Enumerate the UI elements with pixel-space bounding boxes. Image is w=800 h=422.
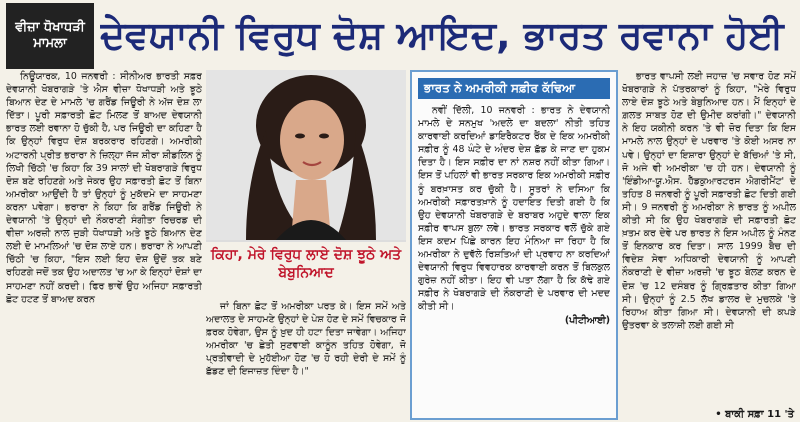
sidebar-box-title: ਭਾਰਤ ਨੇ ਅਮਰੀਕੀ ਸਫ਼ੀਰ ਕੱਢਿਆ bbox=[418, 78, 610, 99]
article-column-2-text: ਜਾਂ ਬਿਨਾ ਛੋਟ ਤੋਂ ਅਮਰੀਕਾ ਪਰਤ ਕੇ। ਇਸ ਸਮੇਂ ਅਤੇ ਅਦਾਲਤ ਦੇ ਸਾਹਮਣੇ ਉਨ੍ਹਾਂ ਦੇ ਪੇਸ਼ ਹੋਣ ਦੇ ਸਮੇਂ ਵਿਚਕਾਰ ਜੋ ਫ਼ਰਕ ਹੋਵੇਗਾ, ਉਸ ਨੂੰ ਖ਼ੁਦ ਹੀ ਹਟਾ ਦਿਤਾ ਜਾਵੇਗਾ। ਅਜਿਹਾ ਅਮਰੀਕਾ 'ਚ ਛੇਤੀ ਸੁਣਵਾਈ ਕਾਨੂੰਨ ਤਹਿਤ ਹੋਵੇਗਾ, ਜੋ ਪ੍ਰਤੀਵਾਦੀ ਦੇ ਮੁਹੱਈਆ ਹੋਣ 'ਚ ਹੋ ਰਹੀ ਦੇਰੀ ਦੇ ਸਮੇਂ ਨੂੰ ਛੱਡਣ ਦੀ ਇਜਾਜ਼ਤ ਦਿੰਦਾ ਹੈ।" bbox=[206, 301, 406, 378]
article-column-1-text: ਨਿਊਯਾਰਕ, 10 ਜਨਵਰੀ : ਸੀਨੀਅਰ ਭਾਰਤੀ ਸਫ਼ਰ ਦੇਵਯਾਨੀ ਖੋਬਰਾਗੜੇ 'ਤੇ ਐਸ ਵੀਜ਼ਾ ਧੋਖਾਧੜੀ ਅਤੇ ਝੂਠੇ ਬਿਆਨ ਦੇਣ ਦੇ ਮਾਮਲੇ 'ਚ ਗਰੈਂਡ ਜਿਊਰੀ ਨੇ ਅੱਜ ਦੋਸ਼ ਲਾ ਦਿੱਤਾ। ਪੂਰੀ ਸਫ਼ਾਰਤੀ ਛੋਟ ਮਿਲਣ ਤੋਂ ਬਾਅਦ ਦੇਵਯਾਨੀ ਭਾਰਤ ਲਈ ਰਵਾਨਾ ਹੋ ਚੁੱਕੀ ਹੈ, ਪਰ ਜਿਊਰੀ ਦਾ ਕਹਿਣਾ ਹੈ ਕਿ ਉਨ੍ਹਾਂ ਵਿਰੁਧ ਦੋਸ਼ ਬਰਕਰਾਰ ਰਹਿਣਗੇ। ਅਮਰੀਕੀ ਅਟਾਰਨੀ ਪ੍ਰੀਤ ਭਰਾਰਾ ਨੇ ਜ਼ਿਲ੍ਹਾ ਜੱਜ ਸ਼ੀਰਾ ਸ਼ੀਡਲਿਨ ਨੂੰ ਲਿਖੀ ਚਿੱਠੀ 'ਚ ਕਿਹਾ ਕਿ 39 ਸਾਲਾਂ ਦੀ ਖੋਬਰਾਗੜੇ ਵਿਰੁਧ ਦੋਸ਼ ਬਣੇ ਰਹਿਣਗੇ ਅਤੇ ਜੇਕਰ ਉਹ ਸਫ਼ਾਰਤੀ ਛੋਟ ਤੋਂ ਬਿਨਾ ਅਮਰੀਕਾ ਆਉਂਦੀ ਹੈ ਤਾਂ ਉਨ੍ਹਾਂ ਨੂੰ ਮੁਕੱਦਮੇ ਦਾ ਸਾਹਮਣਾ ਕਰਨਾ ਪਵੇਗਾ। ਭਰਾਰਾ ਨੇ ਕਿਹਾ ਕਿ ਗਰੈਂਡ ਜਿਊਰੀ ਨੇ ਦੇਵਯਾਨੀ 'ਤੇ ਉਨ੍ਹਾਂ ਦੀ ਨੌਕਰਾਣੀ ਸੰਗੀਤਾ ਰਿਚਰਡ ਦੀ ਵੀਜ਼ਾ ਅਰਜ਼ੀ ਨਾਲ ਜੁੜੀ ਧੋਖਾਧੜੀ ਅਤੇ ਝੂਠੇ ਬਿਆਨ ਦੇਣ ਲਈ ਦੋ ਮਾਮਲਿਆਂ 'ਚ ਦੋਸ਼ ਲਾਏ ਹਨ। ਭਰਾਰਾ ਨੇ ਆਪਣੀ ਚਿੱਠੀ 'ਚ ਕਿਹਾ, "ਇਸ ਲਈ ਇਹ ਦੋਸ਼ ਉਦੋਂ ਤਕ ਬਣੇ ਰਹਿਣਗੇ ਜਦੋਂ ਤਕ ਉਹ ਅਦਾਲਤ 'ਚ ਆ ਕੇ ਇਨ੍ਹਾਂ ਦੋਸ਼ਾਂ ਦਾ ਸਾਹਮਣਾ ਨਹੀਂ ਕਰਦੀ। ਫਿਰ ਭਾਵੇਂ ਉਹ ਅਜਿਹਾ ਸਫ਼ਾਰਤੀ ਛੋਟ ਹਟਣ ਤੋਂ ਬਾਅਦ ਕਰਨ bbox=[6, 71, 202, 305]
sidebar-credit: (ਪੀਟੀਆਈ) bbox=[564, 314, 610, 326]
continued-note: • ਬਾਕੀ ਸਫ਼ਾ 11 'ਤੇ bbox=[715, 409, 794, 420]
photo-caption: ਕਿਹਾ, ਮੇਰੇ ਵਿਰੁਧ ਲਾਏ ਦੋਸ਼ ਝੂਠੇ ਅਤੇ ਬੇਬੁਨਿਆਦ bbox=[206, 240, 406, 298]
headline: ਦੇਵਯਾਨੀ ਵਿਰੁਧ ਦੋਸ਼ ਆਇਦ, ਭਾਰਤ ਰਵਾਨਾ ਹੋਈ bbox=[100, 13, 784, 57]
portrait-image bbox=[206, 70, 406, 240]
photo bbox=[206, 70, 406, 240]
article-column-3-text: ਭਾਰਤ ਵਾਪਸੀ ਲਈ ਜਹਾਜ਼ 'ਚ ਸਵਾਰ ਹੋਣ ਸਮੇਂ ਖੋਬਰਾਗੜੇ ਨੇ ਪੱਤਰਕਾਰਾਂ ਨੂੰ ਕਿਹਾ, "ਮੇਰੇ ਵਿਰੁਧ ਲਾਏ ਦੋਸ਼ ਝੂਠੇ ਅਤੇ ਬੇਬੁਨਿਆਦ ਹਨ। ਮੈਂ ਇਨ੍ਹਾਂ ਦੇ ਗ਼ਲਤ ਸਾਬਤ ਹੋਣ ਦੀ ਉਮੀਦ ਕਰਾਂਗੀ।" ਦੇਵਯਾਨੀ ਨੇ ਇਹ ਯਕੀਨੀ ਕਰਨ 'ਤੇ ਵੀ ਜ਼ੋਰ ਦਿਤਾ ਕਿ ਇਸ ਮਾਮਲੇ ਨਾਲ ਉਨ੍ਹਾਂ ਦੇ ਪਰਵਾਰ 'ਤੇ ਕੋਈ ਅਸਰ ਨਾ ਪਵੇ। ਉਨ੍ਹਾਂ ਦਾ ਇਸ਼ਾਰਾ ਉਨ੍ਹਾਂ ਦੇ ਬੱਚਿਆਂ 'ਤੇ ਸੀ, ਜੋ ਅਜੇ ਵੀ ਅਮਰੀਕਾ 'ਚ ਹੀ ਹਨ। ਦੇਵਯਾਨੀ ਨੂੰ 'ਇੰਡੀਆ-ਯੂ.ਐਸ. ਹੈੱਡਕੁਆਰਟਰਸ ਐਗਰੀਮੈਂਟ' ਦੇ ਤਹਿਤ 8 ਜਨਵਰੀ ਨੂੰ ਪੂਰੀ ਸਫ਼ਾਰਤੀ ਛੋਟ ਦਿਤੀ ਗਈ ਸੀ। 9 ਜਨਵਰੀ ਨੂੰ ਅਮਰੀਕਾ ਨੇ ਭਾਰਤ ਨੂੰ ਅਪੀਲ ਕੀਤੀ ਸੀ ਕਿ ਉਹ ਖੋਬਰਾਗੜੇ ਦੀ ਸਫ਼ਾਰਤੀ ਛੋਟ ਖ਼ਤਮ ਕਰ ਦੇਵੇ ਪਰ ਭਾਰਤ ਨੇ ਇਸ ਅਪੀਲ ਨੂੰ ਮੰਨਣ ਤੋਂ ਇਨਕਾਰ ਕਰ ਦਿਤਾ। ਸਾਲ 1999 ਬੈਚ ਦੀ ਵਿਦੇਸ਼ ਸੇਵਾ ਅਧਿਕਾਰੀ ਦੇਵਯਾਨੀ ਨੂੰ ਆਪਣੀ ਨੌਕਰਾਣੀ ਦੇ ਵੀਜ਼ਾ ਅਰਜ਼ੀ 'ਚ ਝੂਠ ਬੋਲਣ ਕਰਨ ਦੇ ਦੋਸ਼ 'ਚ 12 ਦਸੰਬਰ ਨੂੰ ਗ੍ਰਿਫ਼ਤਾਰ ਕੀਤਾ ਗਿਆ ਸੀ। ਉਨ੍ਹਾਂ ਨੂੰ 2.5 ਲੱਖ ਡਾਲਰ ਦੇ ਮੁਚਲਕੇ 'ਤੇ ਰਿਹਾਅ ਕੀਤਾ ਗਿਆ ਸੀ। ਦੇਵਯਾਨੀ ਦੀ ਕਪੜੇ ਉਤਰਵਾ ਕੇ ਤਲਾਸ਼ੀ ਲਈ ਗਈ ਸੀ bbox=[622, 71, 796, 331]
section-tag-text: ਵੀਜ਼ਾ ਧੋਖਾਧੜੀ ਮਾਮਲਾ bbox=[15, 20, 85, 51]
article-column-1 bbox=[6, 70, 202, 420]
section-tag bbox=[6, 3, 94, 69]
article-column-3 bbox=[622, 70, 796, 420]
sidebar-box bbox=[410, 70, 618, 420]
sidebar-box-text: ਨਵੀਂ ਦਿੱਲੀ, 10 ਜਨਵਰੀ : ਭਾਰਤ ਨੇ ਦੇਵਯਾਨੀ ਮਾਮਲੇ ਦੇ ਸਨਮੁਖ 'ਅਦਲੇ ਦਾ ਬਦਲਾ' ਨੀਤੀ ਤਹਿਤ ਕਾਰਵਾਈ ਕਰਦਿਆਂ ਡਾਇਰੈਕਟਰ ਰੈਂਕ ਦੇ ਇਕ ਅਮਰੀਕੀ ਸਫ਼ੀਰ ਨੂੰ 48 ਘੰਟੇ ਦੇ ਅੰਦਰ ਦੇਸ਼ ਛੱਡ ਕੇ ਜਾਣ ਦਾ ਹੁਕਮ ਦਿਤਾ ਹੈ। ਇਸ ਸਫ਼ੀਰ ਦਾ ਨਾਂ ਨਸ਼ਰ ਨਹੀਂ ਕੀਤਾ ਗਿਆ। ਇਸ ਤੋਂ ਪਹਿਲਾਂ ਵੀ ਭਾਰਤ ਸਰਕਾਰ ਇਕ ਅਮਰੀਕੀ ਸਫ਼ੀਰ ਨੂੰ ਬਰਖ਼ਾਸਤ ਕਰ ਚੁੱਕੀ ਹੈ। ਸੂਤਰਾਂ ਨੇ ਦਸਿਆ ਕਿ ਅਮਰੀਕੀ ਸਫ਼ਾਰਤਖ਼ਾਨੇ ਨੂੰ ਹਦਾਇਤ ਦਿਤੀ ਗਈ ਹੈ ਕਿ ਉਹ ਦੇਵਯਾਨੀ ਖੋਬਰਾਗੜੇ ਦੇ ਬਰਾਬਰ ਅਹੁਦੇ ਵਾਲਾ ਇਕ ਸਫ਼ੀਰ ਵਾਪਸ ਬੁਲਾ ਲਵੇ। ਭਾਰਤ ਸਰਕਾਰ ਵਲੋਂ ਚੁੱਕੇ ਗਏ ਇਸ ਕਦਮ ਪਿੱਛੇ ਕਾਰਨ ਇਹ ਮੰਨਿਆ ਜਾ ਰਿਹਾ ਹੈ ਕਿ ਅਮਰੀਕਾ ਨੇ ਦੁਵੱਲੇ ਰਿਸ਼ਤਿਆਂ ਦੀ ਪ੍ਰਵਾਹ ਨਾ ਕਰਦਿਆਂ ਦੇਵਯਾਨੀ ਵਿਰੁਧ ਵਿਵਹਾਰਕ ਕਾਰਵਾਈ ਕਰਨ ਤੋਂ ਬਿਲਕੁਲ ਗੁਰੇਜ਼ ਨਹੀਂ ਕੀਤਾ। ਇਹ ਵੀ ਪਤਾ ਲੱਗਾ ਹੈ ਕਿ ਕੱਢੇ ਗਏ ਸਫ਼ੀਰ ਨੇ ਖੋਬਰਾਗੜੇ ਦੀ ਨੌਕਰਾਣੀ ਦੇ ਪਰਵਾਰ ਦੀ ਮਦਦ ਕੀਤੀ ਸੀ। bbox=[418, 105, 610, 313]
article-column-2 bbox=[206, 300, 406, 420]
sidebar-box-body bbox=[418, 104, 610, 414]
